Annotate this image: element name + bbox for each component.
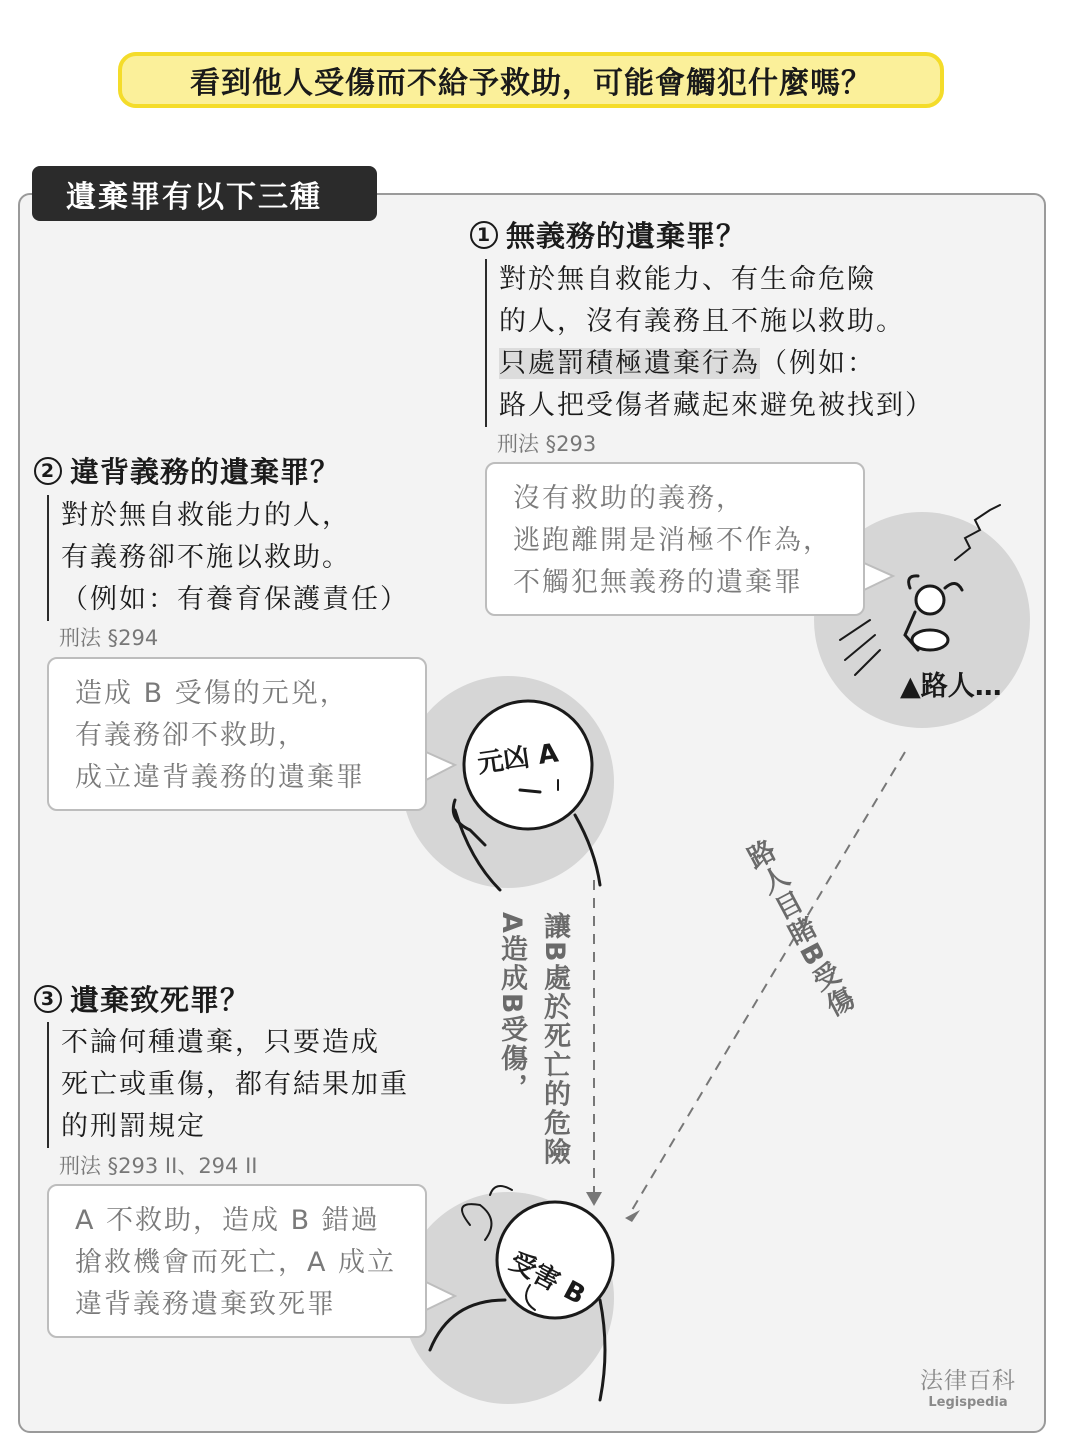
bubble-line: 不觸犯無義務的遺棄罪 xyxy=(513,567,803,598)
page-title: 看到他人受傷而不給予救助，可能會觸犯什麼嗎？ xyxy=(118,52,944,108)
passerby-label: ▲路人… xyxy=(900,671,1002,702)
victim-label: 受害 B xyxy=(504,1246,591,1311)
section3-description xyxy=(47,1022,409,1148)
section3-heading xyxy=(34,978,250,1019)
section3-bubble xyxy=(47,1184,427,1338)
bubble-line: 搶救機會而死亡，A 成立 xyxy=(75,1247,397,1278)
bubble-line: 有義務卻不救助， xyxy=(75,720,307,751)
section1-line: 路人把受傷者藏起來避免被找到） xyxy=(499,390,934,421)
section2-title: 違背義務的遺棄罪？ xyxy=(70,455,341,489)
section1-bubble xyxy=(485,462,865,616)
section2-bubble xyxy=(47,657,427,811)
section1-highlight-rest: （例如： xyxy=(760,348,876,379)
section3-line: 不論何種遺棄，只要造成 xyxy=(61,1027,380,1058)
section3-law: 刑法 §293 II、294 II xyxy=(59,1154,258,1178)
bubble-line: A 不救助，造成 B 錯過 xyxy=(75,1205,380,1236)
arrow-passerby-to-victim xyxy=(632,752,905,1210)
section1-line xyxy=(499,343,934,385)
panel-tab: 遺棄罪有以下三種 xyxy=(32,166,377,221)
section1-title: 無義務的遺棄罪？ xyxy=(506,219,747,253)
arrow-label-passerby: 路人目睹B受傷 xyxy=(738,835,859,1024)
section1-highlight: 只處罰積極遺棄行為 xyxy=(499,348,760,379)
section1-description xyxy=(485,259,934,427)
culprit-label: 元凶 A xyxy=(475,738,561,780)
legispedia-logo xyxy=(918,1362,1018,1410)
section3-title: 遺棄致死罪？ xyxy=(70,983,251,1017)
section2-description xyxy=(47,495,409,621)
arrow-label-culprit-col1: A造成B受傷， xyxy=(496,912,527,1103)
section2-line: 有義務卻不施以救助。 xyxy=(61,542,351,573)
bubble-line: 違背義務遺棄致死罪 xyxy=(75,1289,336,1320)
section3-line: 的刑罰規定 xyxy=(61,1111,206,1142)
bubble-line: 沒有救助的義務， xyxy=(513,483,745,514)
logo-zh: 法律百科 xyxy=(920,1368,1016,1394)
bubble-line: 造成 B 受傷的元兇， xyxy=(75,678,349,709)
section2-heading xyxy=(34,450,340,491)
section2-line: 對於無自救能力的人， xyxy=(61,500,351,531)
logo-en: Legispedia xyxy=(928,1395,1008,1410)
section3-line: 死亡或重傷，都有結果加重 xyxy=(61,1069,409,1100)
number-2-icon: 2 xyxy=(34,457,62,485)
bubble-line: 成立違背義務的遺棄罪 xyxy=(75,762,365,793)
section1-law: 刑法 §293 xyxy=(497,432,597,456)
number-1-icon: 1 xyxy=(470,221,498,249)
section1-line: 的人，沒有義務且不施以救助。 xyxy=(499,306,905,337)
section2-line: （例如：有養育保護責任） xyxy=(61,584,409,615)
section1-heading xyxy=(470,214,746,255)
section1-line: 對於無自救能力、有生命危險 xyxy=(499,264,876,295)
arrow-label-culprit-col2: 讓B處於死亡的危險 xyxy=(539,912,570,1167)
section2-law: 刑法 §294 xyxy=(59,626,159,650)
number-3-icon: 3 xyxy=(34,985,62,1013)
bubble-line: 逃跑離開是消極不作為， xyxy=(513,525,832,556)
